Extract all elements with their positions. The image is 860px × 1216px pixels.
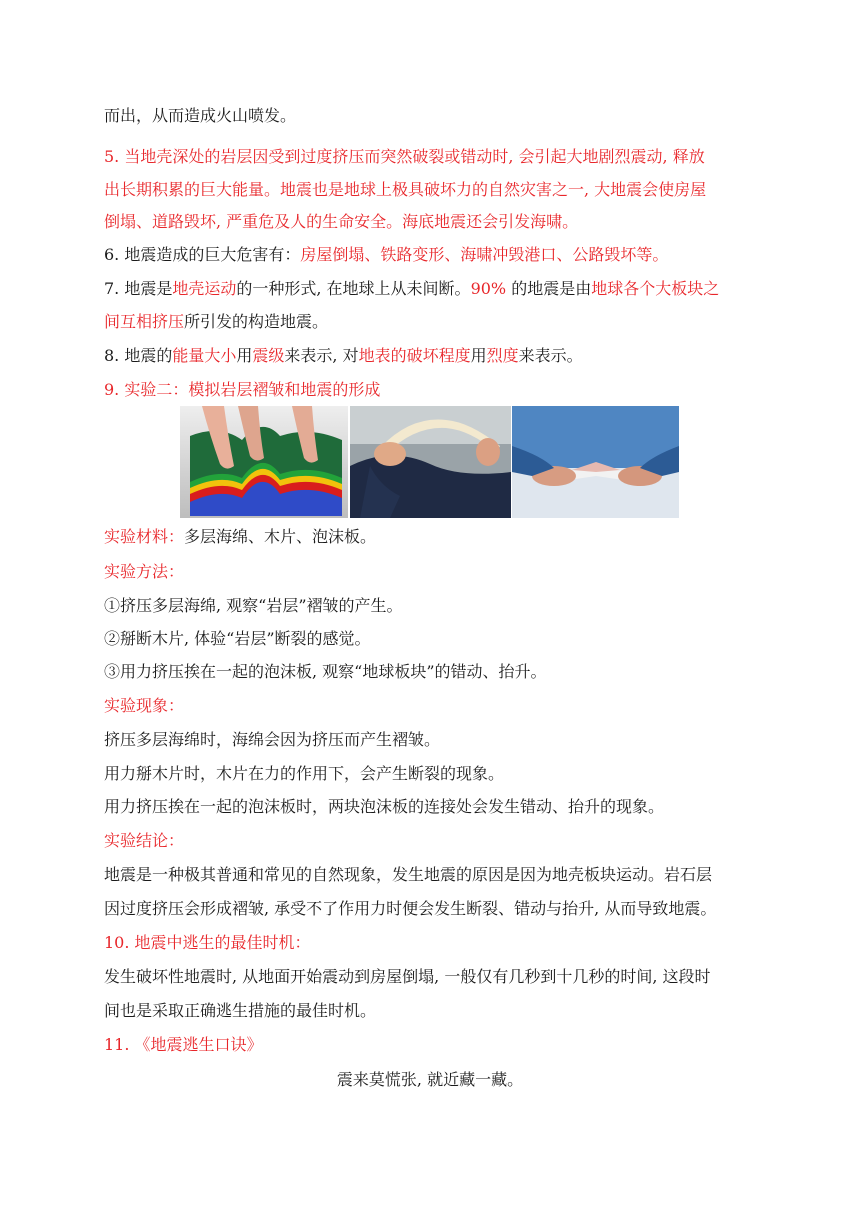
experiment-photos: [180, 406, 679, 518]
text-run: 7. 地震是: [104, 279, 173, 298]
text-run: 所引发的构造地震。: [184, 312, 329, 331]
text-run: 用力掰木片时，木片在力的作用下，会产生断裂的现象。: [104, 764, 505, 783]
method-step-3: [104, 662, 764, 682]
text-run: ②掰断木片, 体验“岩层”断裂的感觉。: [104, 629, 371, 648]
experiment-2-heading: [104, 380, 764, 400]
text-run: 地球各个大板块之: [591, 279, 720, 298]
text-run: 实验结论：: [104, 831, 185, 850]
text-run: 用: [470, 346, 487, 365]
phenomenon-2: [104, 764, 764, 784]
text-run: 地表的破坏程度: [358, 346, 471, 365]
paragraph-10-line-2: [104, 1001, 764, 1021]
wood-strip-photo: [350, 406, 511, 518]
text-run: 而出，从而造成火山喷发。: [104, 106, 297, 125]
text-run: 用: [236, 346, 253, 365]
paragraph-8: [104, 346, 764, 366]
paragraph-5-line-3: [104, 212, 764, 232]
conclusion-line-2: [104, 899, 764, 919]
paragraph-6: [104, 245, 764, 265]
text-run: 多层海绵、木片、泡沫板。: [184, 527, 377, 546]
text-run: 间互相挤压: [104, 312, 185, 331]
text-run: 9. 实验二：模拟岩层褶皱和地震的形成: [104, 380, 381, 399]
text-run: 地震是一种极其普通和常见的自然现象，发生地震的原因是因为地壳板块运动。岩石层: [104, 865, 713, 884]
paragraph-intro-continuation: [104, 106, 764, 126]
experiment-conclusion-title: [104, 831, 764, 851]
text-run: 震级: [252, 346, 285, 365]
text-run: 10. 地震中逃生的最佳时机：: [104, 933, 311, 952]
text-run: 11. 《地震逃生口诀》: [104, 1035, 263, 1054]
text-run: 出长期积累的巨大能量。地震也是地球上极具破坏力的自然灾害之一, 大地震会使房屋: [104, 180, 707, 199]
paragraph-11-heading: [104, 1035, 764, 1055]
text-run: 地壳运动: [172, 279, 237, 298]
method-step-1: [104, 596, 764, 616]
text-run: 的一种形式, 在地球上从未间断。: [236, 279, 471, 298]
paragraph-5-line-1: [104, 147, 764, 167]
phenomenon-1: [104, 730, 764, 750]
text-run: 烈度: [486, 346, 519, 365]
paragraph-7-line-1: [104, 279, 764, 299]
text-run: 来表示。: [518, 346, 583, 365]
text-run: 6. 地震造成的巨大危害有：: [104, 245, 301, 264]
text-run: 房屋倒塌、铁路变形、海啸冲毁港口、公路毁坏等。: [300, 245, 669, 264]
text-run: 倒塌、道路毁坏, 严重危及人的生命安全。海底地震还会引发海啸。: [104, 212, 579, 231]
text-run: 的地震是由: [506, 279, 592, 298]
text-run: 因过度挤压会形成褶皱, 承受不了作用力时便会发生断裂、错动与抬升, 从而导致地震。: [104, 899, 717, 918]
text-run: 用力挤压挨在一起的泡沫板时，两块泡沫板的连接处会发生错动、抬升的现象。: [104, 797, 665, 816]
text-run: 5. 当地壳深处的岩层因受到过度挤压而突然破裂或错动时, 会引起大地剧烈震动, 释放: [104, 147, 705, 166]
experiment-method-title: [104, 562, 764, 582]
paragraph-10-heading: [104, 933, 764, 953]
foam-board-photo: [512, 406, 679, 518]
phenomenon-3: [104, 797, 764, 817]
text-run: 能量大小: [172, 346, 237, 365]
paragraph-7-line-2: [104, 312, 764, 332]
text-run: 发生破坏性地震时, 从地面开始震动到房屋倒塌, 一般仅有几秒到十几秒的时间, 这段时: [104, 967, 711, 986]
conclusion-line-1: [104, 865, 764, 885]
text-run: 实验现象：: [104, 696, 185, 715]
text-run: 间也是采取正确逃生措施的最佳时机。: [104, 1001, 377, 1020]
text-run: 90%: [470, 279, 507, 298]
text-run: 8. 地震的: [104, 346, 173, 365]
text-run: ①挤压多层海绵, 观察“岩层”褶皱的产生。: [104, 596, 403, 615]
paragraph-5-line-2: [104, 180, 764, 200]
escape-rhyme-line: [0, 1070, 860, 1090]
method-step-2: [104, 629, 764, 649]
text-run: 震来莫慌张, 就近藏一藏。: [336, 1070, 524, 1089]
sponge-photo: [180, 406, 348, 518]
text-run: 来表示, 对: [284, 346, 359, 365]
text-run: 挤压多层海绵时，海绵会因为挤压而产生褶皱。: [104, 730, 441, 749]
text-run: ③用力挤压挨在一起的泡沫板, 观察“地球板块”的错动、抬升。: [104, 662, 547, 681]
paragraph-10-line-1: [104, 967, 764, 987]
text-run: 实验方法：: [104, 562, 185, 581]
text-run: 实验材料：: [104, 527, 185, 546]
experiment-materials: [104, 527, 764, 547]
experiment-phenomenon-title: [104, 696, 764, 716]
